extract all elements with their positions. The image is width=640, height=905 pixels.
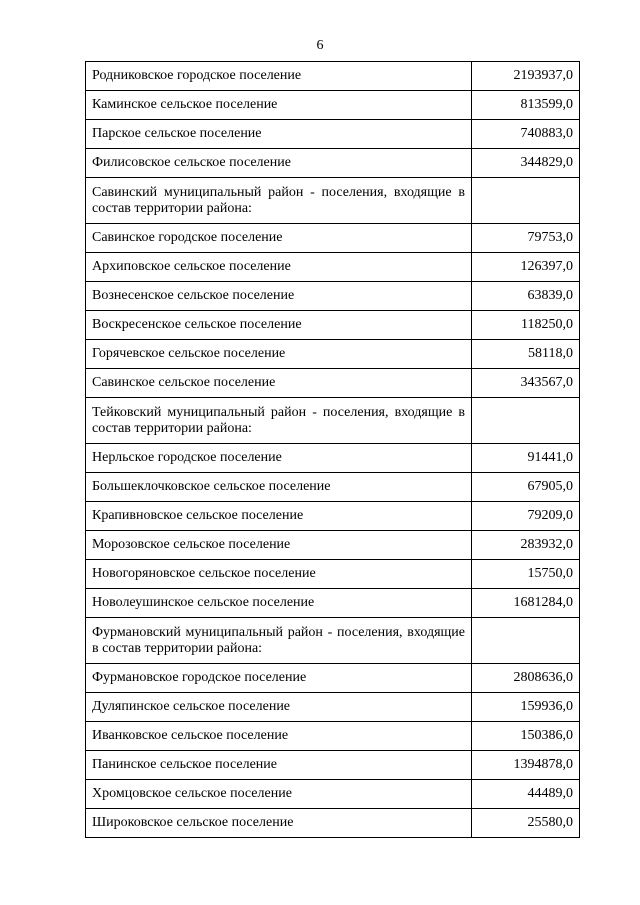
settlement-row [86, 224, 580, 253]
amount-cell: 2193937,0 [472, 62, 580, 91]
settlement-row [86, 751, 580, 780]
settlement-row [86, 91, 580, 120]
settlement-name-cell: Фурмановское городское поселение [86, 664, 472, 693]
amount-cell: 150386,0 [472, 722, 580, 751]
settlement-name-cell: Дуляпинское сельское поселение [86, 693, 472, 722]
settlement-row [86, 809, 580, 838]
amount-cell: 58118,0 [472, 340, 580, 369]
settlement-name-cell: Архиповское сельское поселение [86, 253, 472, 282]
amount-cell: 1681284,0 [472, 589, 580, 618]
settlement-name-cell: Горячевское сельское поселение [86, 340, 472, 369]
settlement-name-cell: Парское сельское поселение [86, 120, 472, 149]
settlement-name-cell: Новолеушинское сельское поселение [86, 589, 472, 618]
district-header-row [86, 398, 580, 444]
district-header-row [86, 178, 580, 224]
amount-cell: 813599,0 [472, 91, 580, 120]
amount-cell: 343567,0 [472, 369, 580, 398]
settlement-row [86, 311, 580, 340]
settlement-name-cell: Иванковское сельское поселение [86, 722, 472, 751]
amount-cell: 79753,0 [472, 224, 580, 253]
settlement-name-cell: Крапивновское сельское поселение [86, 502, 472, 531]
district-name-cell: Савинский муниципальный район - поселения, входящие в состав территории района: [86, 178, 472, 224]
page-number: 6 [316, 38, 324, 53]
settlement-row [86, 502, 580, 531]
district-name-cell: Тейковский муниципальный район - поселения, входящие в состав территории района: [86, 398, 472, 444]
settlement-name-cell: Родниковское городское поселение [86, 62, 472, 91]
settlement-row [86, 589, 580, 618]
settlement-row [86, 531, 580, 560]
amount-cell [472, 398, 580, 444]
settlements-table [85, 61, 580, 838]
settlement-name-cell: Нерльское городское поселение [86, 444, 472, 473]
amount-cell: 118250,0 [472, 311, 580, 340]
settlement-name-cell: Савинское сельское поселение [86, 369, 472, 398]
amount-cell: 283932,0 [472, 531, 580, 560]
settlement-row [86, 282, 580, 311]
amount-cell [472, 618, 580, 664]
settlement-row [86, 444, 580, 473]
amount-cell: 79209,0 [472, 502, 580, 531]
amount-cell: 2808636,0 [472, 664, 580, 693]
amount-cell: 91441,0 [472, 444, 580, 473]
settlement-name-cell: Воскресенское сельское поселение [86, 311, 472, 340]
settlement-name-cell: Панинское сельское поселение [86, 751, 472, 780]
settlement-name-cell: Новогоряновское сельское поселение [86, 560, 472, 589]
settlement-row [86, 560, 580, 589]
settlement-row [86, 780, 580, 809]
settlement-row [86, 253, 580, 282]
amount-cell: 740883,0 [472, 120, 580, 149]
amount-cell: 1394878,0 [472, 751, 580, 780]
settlement-name-cell: Каминское сельское поселение [86, 91, 472, 120]
district-header-row [86, 618, 580, 664]
amount-cell: 159936,0 [472, 693, 580, 722]
settlement-row [86, 664, 580, 693]
amount-cell: 63839,0 [472, 282, 580, 311]
settlement-name-cell: Вознесенское сельское поселение [86, 282, 472, 311]
settlement-row [86, 120, 580, 149]
settlement-name-cell: Хромцовское сельское поселение [86, 780, 472, 809]
settlement-name-cell: Морозовское сельское поселение [86, 531, 472, 560]
settlement-name-cell: Широковское сельское поселение [86, 809, 472, 838]
settlement-row [86, 722, 580, 751]
settlement-name-cell: Большеклочковское сельское поселение [86, 473, 472, 502]
amount-cell: 15750,0 [472, 560, 580, 589]
amount-cell: 344829,0 [472, 149, 580, 178]
district-name-cell: Фурмановский муниципальный район - поселения, входящие в состав территории района: [86, 618, 472, 664]
settlement-row [86, 340, 580, 369]
settlements-table-body [86, 62, 580, 838]
settlement-row [86, 149, 580, 178]
settlement-name-cell: Филисовское сельское поселение [86, 149, 472, 178]
settlement-row [86, 473, 580, 502]
amount-cell: 44489,0 [472, 780, 580, 809]
amount-cell: 67905,0 [472, 473, 580, 502]
settlement-row [86, 369, 580, 398]
amount-cell: 25580,0 [472, 809, 580, 838]
amount-cell: 126397,0 [472, 253, 580, 282]
settlement-name-cell: Савинское городское поселение [86, 224, 472, 253]
settlement-row [86, 62, 580, 91]
settlement-row [86, 693, 580, 722]
amount-cell [472, 178, 580, 224]
